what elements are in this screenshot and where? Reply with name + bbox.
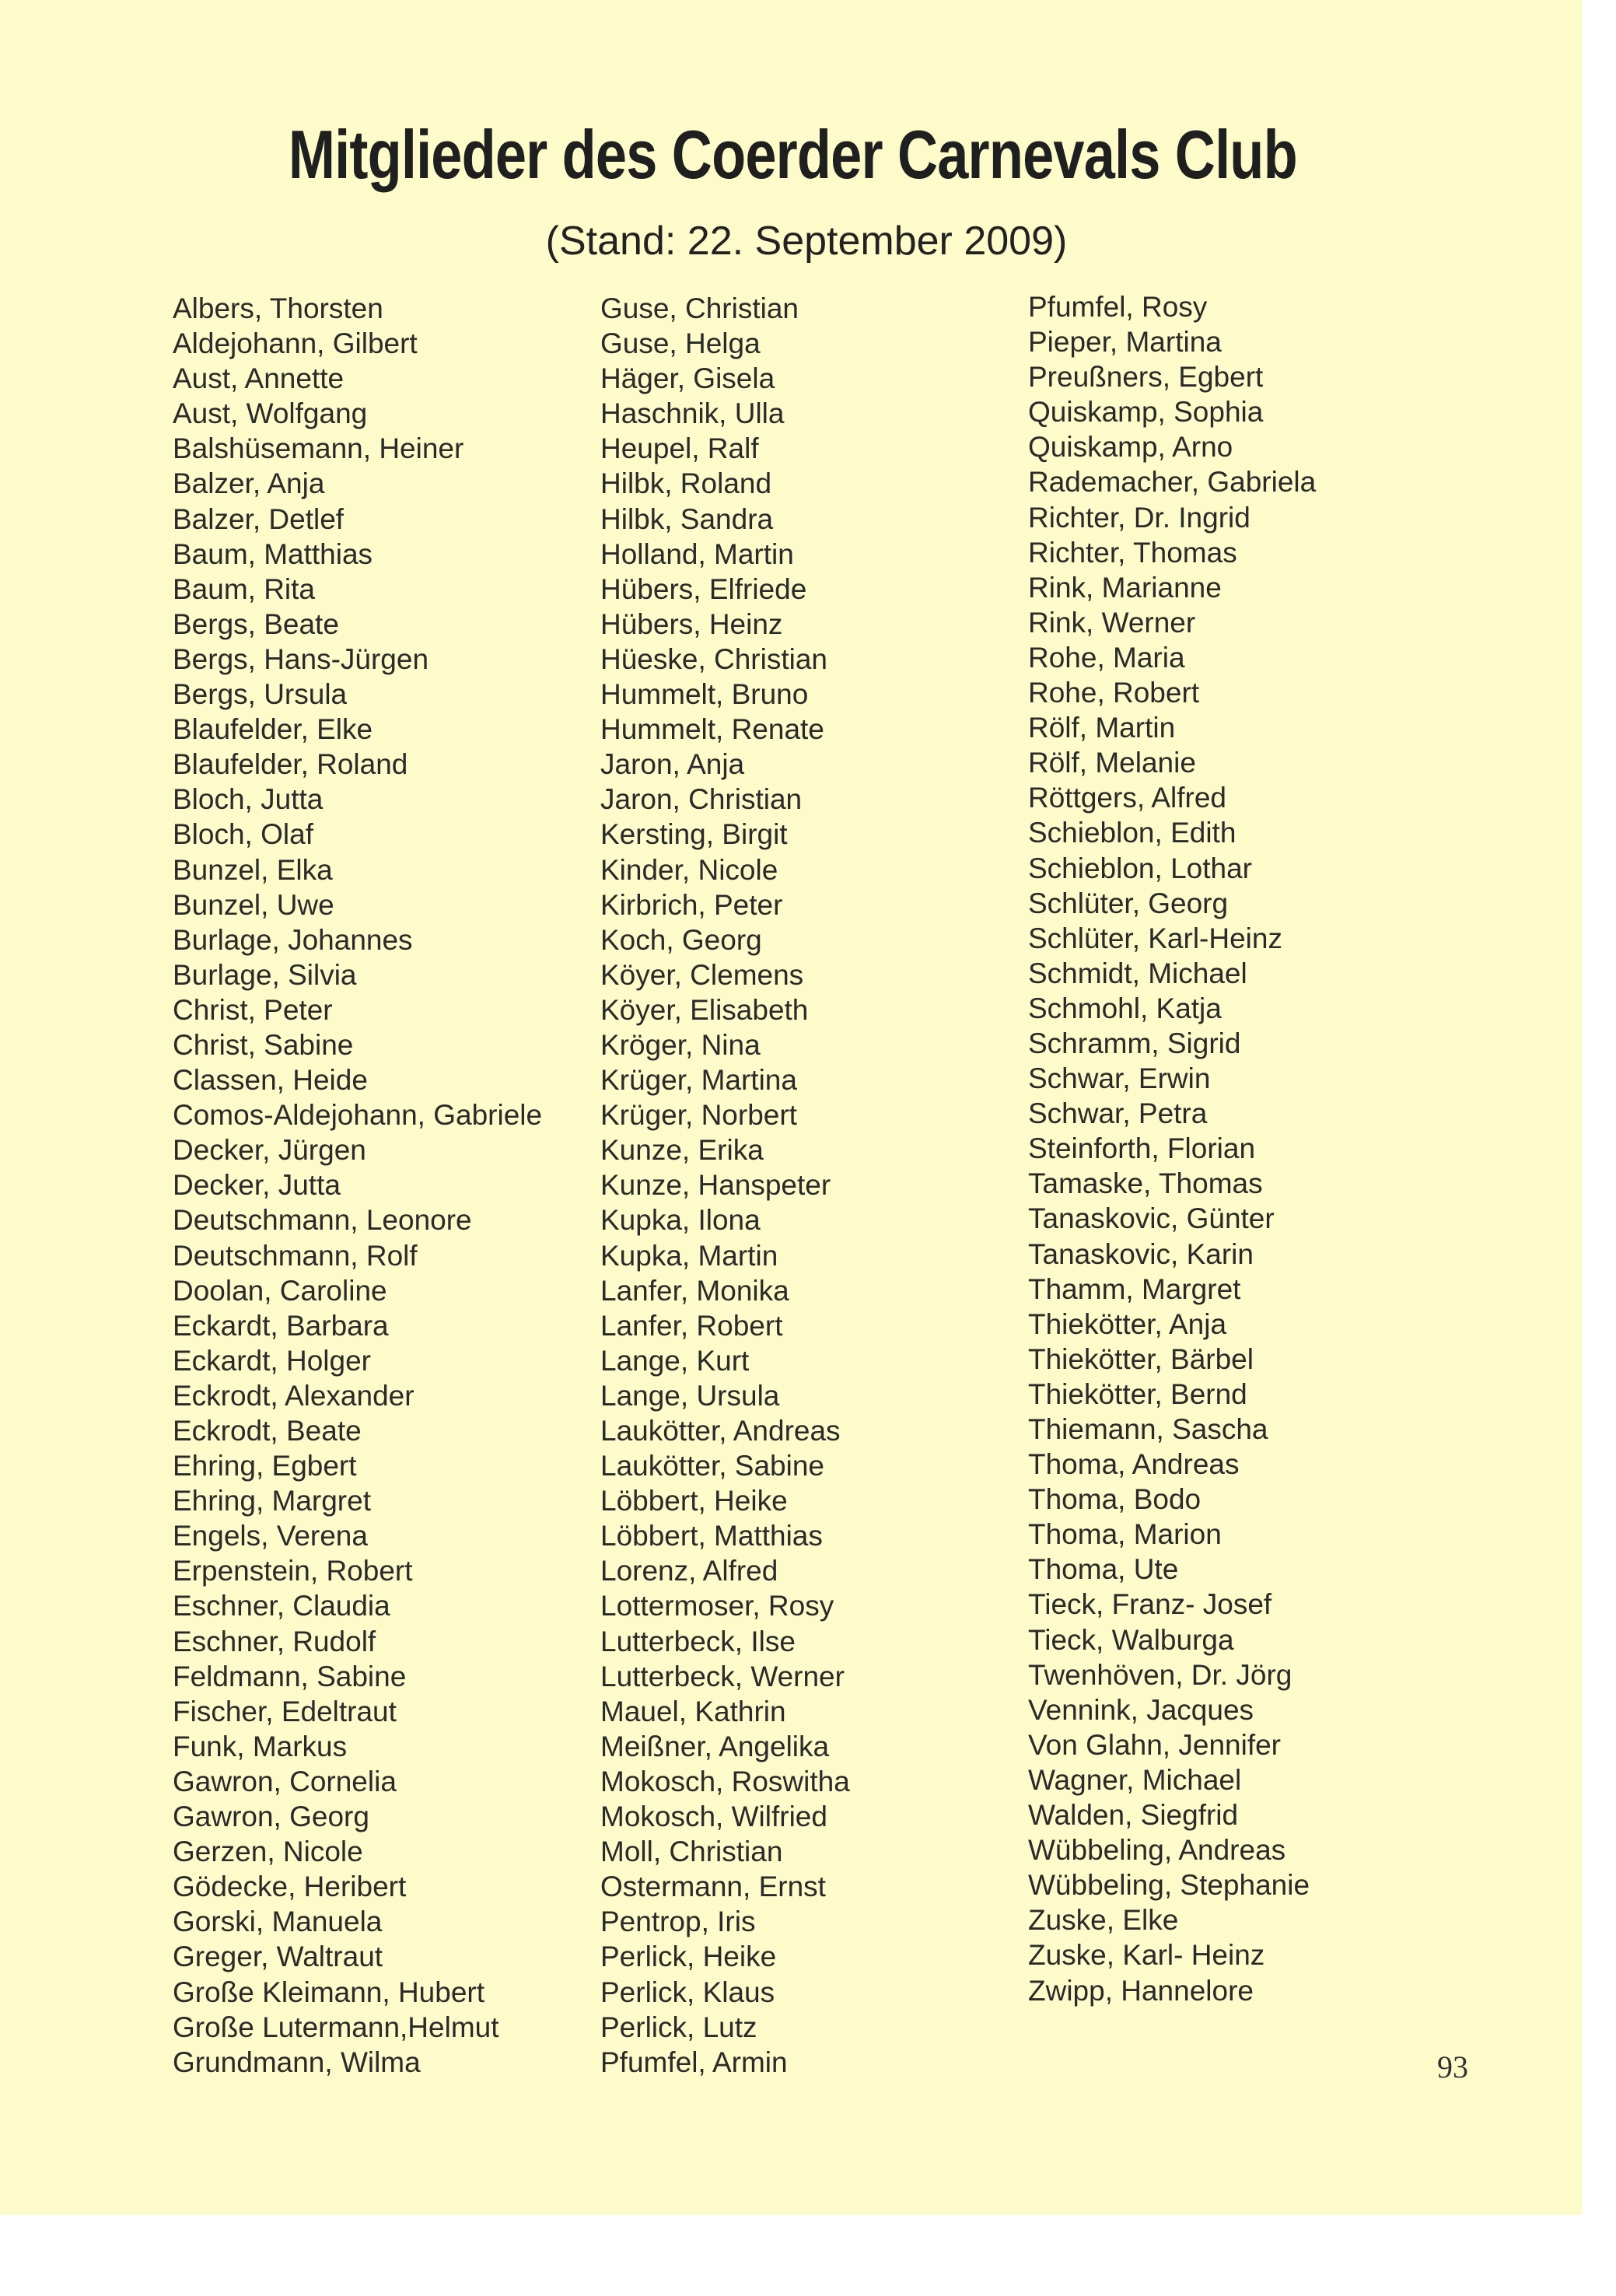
member-name: Steinforth, Florian	[1028, 1132, 1256, 1165]
member-name: Meißner, Angelika	[600, 1730, 830, 1762]
member-name: Balshüsemann, Heiner	[173, 432, 464, 465]
member-name: Hübers, Elfriede	[600, 572, 807, 605]
member-name: Röttgers, Alfred	[1028, 782, 1227, 814]
member-name: Ehring, Margret	[173, 1485, 371, 1517]
member-name: Quiskamp, Arno	[1028, 431, 1233, 464]
member-name: Pieper, Martina	[1028, 326, 1222, 359]
member-name: Zuske, Karl- Heinz	[1028, 1939, 1265, 1972]
member-name: Pentrop, Iris	[600, 1906, 756, 1938]
member-name: Pfumfel, Armin	[600, 2046, 788, 2078]
member-name: Albers, Thorsten	[173, 292, 383, 324]
member-name: Lange, Kurt	[600, 1344, 750, 1377]
page-title: Mitglieder des Coerder Carnevals Club	[288, 116, 1297, 193]
member-name: Eckardt, Barbara	[173, 1309, 389, 1342]
member-name: Ostermann, Ernst	[600, 1871, 826, 1903]
member-name: Lottermoser, Rosy	[600, 1590, 834, 1622]
member-name: Richter, Dr. Ingrid	[1028, 501, 1250, 534]
member-name: Balzer, Detlef	[173, 502, 345, 535]
member-name: Von Glahn, Jennifer	[1028, 1728, 1281, 1761]
member-name: Baum, Rita	[173, 572, 316, 605]
member-name: Rölf, Martin	[1028, 712, 1176, 744]
member-name: Perlick, Klaus	[600, 1976, 775, 2008]
member-name: Eckrodt, Beate	[173, 1415, 362, 1447]
member-name: Doolan, Caroline	[173, 1274, 387, 1307]
member-name: Gerzen, Nicole	[173, 1836, 363, 1868]
page-number: 93	[1437, 2049, 1468, 2084]
member-name: Erpenstein, Robert	[173, 1555, 413, 1587]
member-name: Schmidt, Michael	[1028, 957, 1247, 989]
member-name: Rölf, Melanie	[1028, 747, 1196, 779]
member-name: Bunzel, Elka	[173, 853, 333, 886]
member-name: Laukötter, Sabine	[600, 1450, 824, 1482]
member-name: Thoma, Andreas	[1028, 1448, 1240, 1481]
member-name: Große Kleimann, Hubert	[173, 1976, 485, 2008]
member-name: Burlage, Silvia	[173, 958, 357, 991]
member-name: Koch, Georg	[600, 923, 762, 956]
member-name: Lutterbeck, Werner	[600, 1660, 845, 1692]
member-name: Thiekötter, Anja	[1028, 1307, 1227, 1340]
member-column-2	[600, 291, 850, 2080]
member-name: Wübbeling, Andreas	[1028, 1834, 1286, 1867]
member-name: Hübers, Heinz	[600, 607, 783, 640]
member-name: Guse, Helga	[600, 327, 761, 360]
member-name: Schlüter, Karl-Heinz	[1028, 922, 1282, 954]
member-name: Bloch, Olaf	[173, 818, 313, 851]
member-name: Perlick, Heike	[600, 1941, 777, 1973]
member-name: Classen, Heide	[173, 1064, 368, 1097]
member-name: Kunze, Hanspeter	[600, 1169, 831, 1202]
member-name: Lorenz, Alfred	[600, 1555, 778, 1587]
member-name: Schramm, Sigrid	[1028, 1027, 1241, 1059]
member-column-1	[173, 291, 542, 2080]
member-name: Christ, Peter	[173, 993, 333, 1026]
member-name: Kersting, Birgit	[600, 818, 788, 851]
member-name: Jaron, Anja	[600, 748, 745, 781]
member-name: Fischer, Edeltraut	[173, 1695, 397, 1727]
member-name: Tieck, Walburga	[1028, 1623, 1234, 1656]
member-name: Eckrodt, Alexander	[173, 1379, 414, 1412]
member-name: Schlüter, Georg	[1028, 887, 1229, 919]
member-name: Thoma, Bodo	[1028, 1483, 1202, 1516]
member-name: Twenhöven, Dr. Jörg	[1028, 1658, 1292, 1691]
member-name: Burlage, Johannes	[173, 923, 413, 956]
member-name: Feldmann, Sabine	[173, 1660, 407, 1692]
member-name: Zwipp, Hannelore	[1028, 1974, 1254, 2007]
member-name: Tanaskovic, Günter	[1028, 1202, 1275, 1235]
member-name: Gödecke, Heribert	[173, 1871, 407, 1903]
member-name: Rohe, Robert	[1028, 677, 1200, 709]
member-name: Deutschmann, Leonore	[173, 1204, 472, 1237]
member-name: Schmohl, Katja	[1028, 992, 1222, 1024]
member-name: Gawron, Cornelia	[173, 1765, 397, 1797]
member-name: Kinder, Nicole	[600, 853, 778, 886]
member-name: Thoma, Ute	[1028, 1553, 1179, 1586]
member-name: Hüeske, Christian	[600, 642, 828, 675]
member-name: Schieblon, Lothar	[1028, 852, 1252, 884]
member-name: Kupka, Martin	[600, 1239, 778, 1272]
page-subtitle: (Stand: 22. September 2009)	[545, 219, 1068, 264]
member-name: Greger, Waltraut	[173, 1941, 383, 1973]
member-name: Wagner, Michael	[1028, 1763, 1242, 1796]
member-name: Tieck, Franz- Josef	[1028, 1588, 1272, 1621]
member-name: Blaufelder, Elke	[173, 713, 373, 746]
member-name: Richter, Thomas	[1028, 536, 1237, 569]
member-name: Grundmann, Wilma	[173, 2046, 421, 2078]
member-name: Hummelt, Bruno	[600, 678, 809, 711]
member-name: Kupka, Ilona	[600, 1204, 761, 1237]
member-name: Bloch, Jutta	[173, 783, 324, 816]
member-name: Moll, Christian	[600, 1836, 783, 1868]
member-name: Aust, Annette	[173, 362, 345, 395]
member-name: Krüger, Martina	[600, 1064, 797, 1097]
member-name: Tamaske, Thomas	[1028, 1167, 1263, 1200]
member-name: Löbbert, Heike	[600, 1485, 788, 1517]
member-name: Kunze, Erika	[600, 1134, 764, 1167]
member-name: Holland, Martin	[600, 537, 794, 570]
member-name: Gawron, Georg	[173, 1801, 369, 1833]
member-name: Schwar, Erwin	[1028, 1062, 1211, 1095]
member-name: Rink, Marianne	[1028, 571, 1222, 604]
member-name: Mauel, Kathrin	[600, 1695, 786, 1727]
member-name: Große Lutermann,Helmut	[173, 2011, 499, 2043]
member-name: Mokosch, Roswitha	[600, 1765, 850, 1797]
member-name: Bergs, Ursula	[173, 678, 348, 711]
member-name: Guse, Christian	[600, 292, 799, 324]
member-name: Lutterbeck, Ilse	[600, 1625, 796, 1657]
member-name: Thamm, Margret	[1028, 1272, 1241, 1305]
member-name: Walden, Siegfrid	[1028, 1799, 1239, 1832]
member-name: Bunzel, Uwe	[173, 888, 334, 921]
member-name: Hilbk, Sandra	[600, 502, 774, 535]
member-name: Thiekötter, Bärbel	[1028, 1342, 1254, 1375]
member-name: Thiekötter, Bernd	[1028, 1377, 1247, 1410]
member-name: Eschner, Rudolf	[173, 1625, 376, 1657]
member-name: Hummelt, Renate	[600, 713, 824, 746]
member-name: Engels, Verena	[173, 1520, 368, 1552]
member-name: Ehring, Egbert	[173, 1450, 357, 1482]
member-name: Wübbeling, Stephanie	[1028, 1869, 1310, 1902]
member-name: Perlick, Lutz	[600, 2011, 757, 2043]
member-name: Hilbk, Roland	[600, 467, 772, 500]
member-name: Löbbert, Matthias	[600, 1520, 823, 1552]
member-name: Tanaskovic, Karin	[1028, 1237, 1254, 1270]
member-name: Mokosch, Wilfried	[600, 1801, 827, 1833]
member-name: Rademacher, Gabriela	[1028, 466, 1317, 499]
member-name: Comos-Aldejohann, Gabriele	[173, 1099, 543, 1132]
member-name: Decker, Jürgen	[173, 1134, 366, 1167]
member-name: Baum, Matthias	[173, 537, 373, 570]
member-name: Laukötter, Andreas	[600, 1415, 841, 1447]
member-name: Kröger, Nina	[600, 1028, 761, 1061]
member-name: Christ, Sabine	[173, 1028, 354, 1061]
member-name: Lanfer, Robert	[600, 1309, 783, 1342]
member-name: Kirbrich, Peter	[600, 888, 783, 921]
member-name: Preußners, Egbert	[1028, 361, 1264, 394]
member-name: Schwar, Petra	[1028, 1097, 1208, 1130]
member-name: Rink, Werner	[1028, 606, 1196, 639]
member-name: Eckardt, Holger	[173, 1344, 371, 1377]
member-name: Funk, Markus	[173, 1730, 348, 1762]
member-name: Lange, Ursula	[600, 1379, 780, 1412]
member-name: Aldejohann, Gilbert	[173, 327, 418, 360]
member-name: Eschner, Claudia	[173, 1590, 390, 1622]
member-name: Jaron, Christian	[600, 783, 803, 816]
member-name: Krüger, Norbert	[600, 1099, 797, 1132]
member-column-3	[1028, 289, 1316, 2008]
member-name: Thiemann, Sascha	[1028, 1413, 1268, 1445]
member-name: Köyer, Clemens	[600, 958, 804, 991]
member-name: Bergs, Hans-Jürgen	[173, 642, 429, 675]
member-name: Köyer, Elisabeth	[600, 993, 809, 1026]
member-name: Gorski, Manuela	[173, 1906, 383, 1938]
member-name: Rohe, Maria	[1028, 641, 1185, 674]
member-name: Thoma, Marion	[1028, 1518, 1222, 1551]
member-name: Quiskamp, Sophia	[1028, 396, 1264, 429]
member-name: Balzer, Anja	[173, 467, 325, 500]
member-name: Bergs, Beate	[173, 607, 339, 640]
member-name: Deutschmann, Rolf	[173, 1239, 418, 1272]
member-name: Zuske, Elke	[1028, 1904, 1179, 1937]
member-name: Heupel, Ralf	[600, 432, 759, 465]
member-name: Vennink, Jacques	[1028, 1693, 1254, 1726]
member-name: Blaufelder, Roland	[173, 748, 408, 781]
member-name: Decker, Jutta	[173, 1169, 341, 1202]
member-name: Schieblon, Edith	[1028, 817, 1236, 849]
member-name: Haschnik, Ulla	[600, 397, 785, 430]
member-name: Pfumfel, Rosy	[1028, 291, 1208, 323]
member-name: Aust, Wolfgang	[173, 397, 368, 430]
member-name: Lanfer, Monika	[600, 1274, 789, 1307]
member-name: Häger, Gisela	[600, 362, 775, 395]
